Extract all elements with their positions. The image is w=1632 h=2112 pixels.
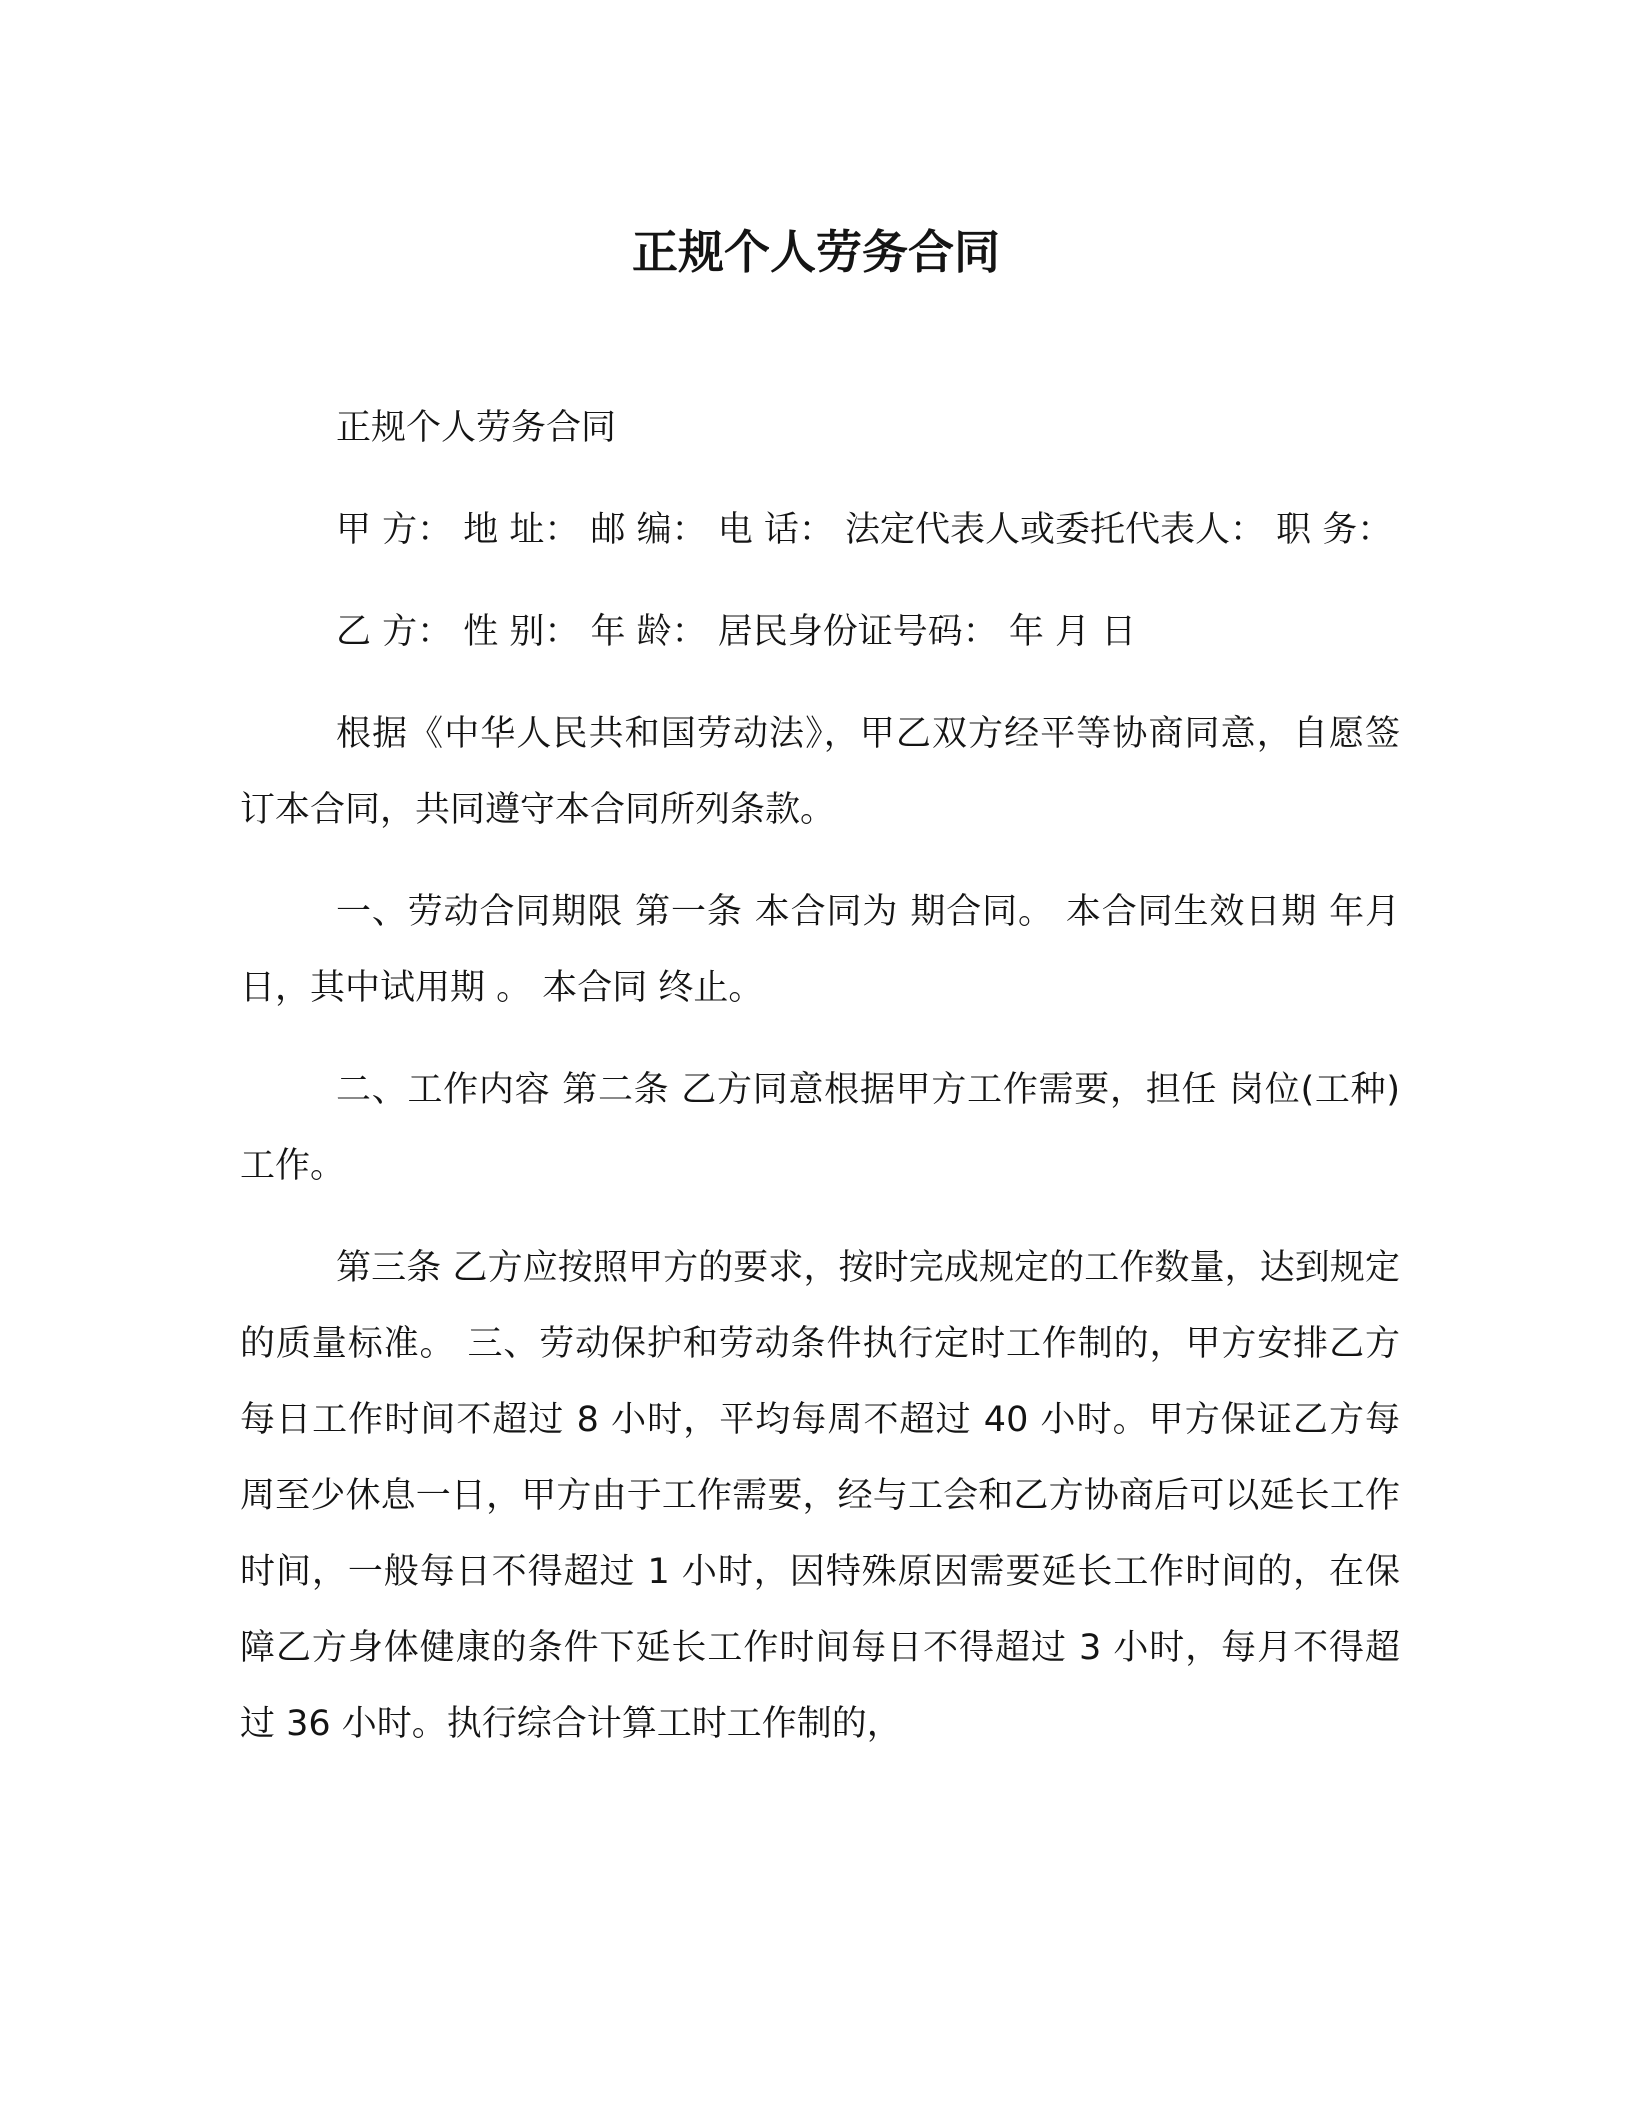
paragraph-preamble: 根据《中华人民共和国劳动法》，甲乙双方经平等协商同意，自愿签订本合同，共同遵守本合同所列条款。 xyxy=(240,714,1400,830)
paragraph-party-a: 甲 方： 地 址： 邮 编： 电 话： 法定代表人或委托代表人： 职 务： xyxy=(336,510,1393,550)
paragraph-work-requirements: 第三条 乙方应按照甲方的要求，按时完成规定的工作数量，达到规定的质量标准。 三、劳动保护和劳动条件执行定时工作制的，甲方安排乙方每日工作时间不超过 8 小时，平均每周不超过 40 小时。甲方保证乙方每周至少休息一日，甲方由于工作需要，经与工会和乙方协商后可以延长工作时间，一般每日不得超过 1 小时，因特殊原因需要延长工作时间的，在保障乙方身体健康的条件下延长工作时间每日不得超过 3 小时，每月不得超过 36 小时。执行综合计算工时工作制的， xyxy=(240,1248,1400,1744)
paragraph-party-b: 乙 方： 性 别： 年 龄： 居民身份证号码： 年 月 日 xyxy=(336,612,1137,652)
document-body xyxy=(240,390,1400,1788)
paragraph-heading: 正规个人劳务合同 xyxy=(336,408,617,448)
document-title: 正规个人劳务合同 xyxy=(632,225,1000,279)
paragraph-work-content: 二、工作内容 第二条 乙方同意根据甲方工作需要，担任 岗位(工种)工作。 xyxy=(240,1070,1400,1186)
paragraph-contract-term: 一、劳动合同期限 第一条 本合同为 期合同。 本合同生效日期 年月 日，其中试用期 。 本合同 终止。 xyxy=(240,892,1400,1008)
